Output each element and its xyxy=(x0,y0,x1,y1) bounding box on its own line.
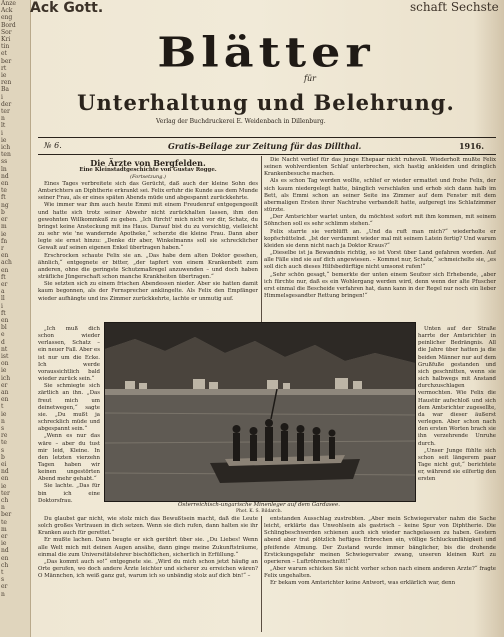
article-continuation: (Fortsetzung.) xyxy=(130,174,166,180)
edge-fragment: nd xyxy=(1,172,9,180)
photo-credit: Phot. K. S. Bildarch. xyxy=(235,509,283,514)
edge-fragment: Anze xyxy=(1,0,16,7)
masthead-fuer: für xyxy=(304,74,316,83)
edge-fragment: ie xyxy=(1,72,7,80)
edge-fragment: m xyxy=(1,525,7,533)
paragraph: Sie setzten sich zu einem frischen Abendessen nieder. Aber sie hatten damit kaum begonnen, als der Fernsprecher anklingelte. Als Felix den Empfänger wieder aufhängte und ins Zimmer zurückkehrte, lachte er unmutig auf. xyxy=(38,281,258,302)
top-clipping-right: schaft Sechste xyxy=(410,0,499,14)
edge-fragment: on xyxy=(1,360,9,368)
edge-fragment: ich xyxy=(1,144,11,152)
masthead xyxy=(36,28,496,125)
paragraph: Sie schmiegte sich zärtlich an ihn. „Das freut mich um deinetwegen,“ sagte sie. „Du mußt ja schrecklich müde und abgespannt sein.“ xyxy=(38,383,100,433)
paragraph: Du glaubst gar nicht, wie stolz mich das Bewußtsein macht, daß die Leute solch großes Vertrauen in dich setzen. Wenn sie dich rufen, dann halten sie ihr Kranken auch für gerettet.“ xyxy=(38,516,258,537)
edge-fragment: ren xyxy=(1,79,12,87)
edge-fragment: ln xyxy=(1,165,7,173)
edge-fragment: ter xyxy=(1,489,10,497)
article-subtitle: Eine Kleinstadtgeschichte von Gustav Rogge. xyxy=(79,167,217,173)
paragraph: Er bekam vom Amtsrichter keine Antwort, was erklärlich war, denn xyxy=(270,580,456,587)
edge-fragment: ie xyxy=(1,136,7,144)
edge-fragment: b xyxy=(1,453,5,461)
bottom-column-divider xyxy=(261,516,262,632)
edge-fragment: der xyxy=(1,100,12,108)
paragraph: „Das kommt auch so!“ entgegnete sie. „Wird du mich schon jetzt häufig an Orte gerufen, wo doch andere Ärzte leichter und sicherer zu erreichen wären? O Männchen, ich weiß ganz gut, warum ich so unbändig stolz auf dich bin!“ – xyxy=(38,558,258,580)
photo-caption: Österreichisch-ungarische Minenleger auf dem Gardasee. xyxy=(178,502,340,508)
edge-fragment: en xyxy=(1,316,9,324)
edge-fragment: n xyxy=(1,115,5,123)
paragraph: „Sehr schön gesagt,“ bemerkte der unten einem Seufzer sich Erhebende, „aber ich fürchte nur, daß es ein Wohlergang werden wird, denn wenn der alte Pfuscher erst einmal die Bescheide verfahren hat, dann kann in der Regel nur noch ein lieber Himmelsgesandter Rettung bringen!“ xyxy=(264,271,496,299)
edge-fragment: ch xyxy=(1,561,9,569)
paragraph: „Ich muß dich schon wieder verlassen, Schatz – ein neuer Fall. Aber es ist nur um die Ecke. Ich werde voraussichtlich bald wieder zurück sein.“ xyxy=(38,326,100,383)
publisher-line: Verlag der Buchdruckerei E. Weidenbach in Dillenburg. xyxy=(156,118,326,125)
edge-fragment: te xyxy=(1,518,7,526)
edge-fragment: ie xyxy=(1,482,7,490)
photo-minelayers xyxy=(104,322,416,502)
edge-fragment: en xyxy=(1,396,9,404)
edge-fragment: t xyxy=(1,569,4,577)
narrow-left-text xyxy=(38,326,100,510)
edge-fragment: s xyxy=(1,424,5,432)
column-divider xyxy=(261,156,262,322)
edge-fragment: ber xyxy=(1,511,12,519)
edge-fragment: bl xyxy=(1,324,7,332)
paragraph: Felix starrte sie verblüfft an. „Und da ruft man mich?“ wiederholte er kopfschüttelnd. „Ist der verdammt wieder mal mit seinem Latein fertig? Und warum kleiden sie denn nicht nach ja Doktor Kraus?“ xyxy=(264,228,496,249)
edge-fragment: an xyxy=(1,388,9,396)
previous-page-edge xyxy=(0,0,31,637)
edge-fragment: s xyxy=(1,576,5,584)
paragraph: Unten auf der Straße harrte der Amtsrichter in peinlicher Bedrängnis. All die Jahre über hatten ja die beiden Männer nur auf dem Grußfuße gestanden und sich geschnitten, wenn sie sich halbwegs mit Anstand durchzuschlagen vermochten. Wie Felix die Haustür aufschloß und sich dem Amtsrichter zugesellte, da war dieser äußerst verlegen. Aber schon nach den ersten Worten brach sie ihn verzehrende Unruhe durch. xyxy=(418,326,496,447)
masthead-title: Blätter xyxy=(157,27,375,77)
paragraph: „Dieselbe ist ja Bewandnis richtig, so ist Vorst über Land gefahren worden. Auf alle Fälle sind sie auf dich angewiesen. – Kommst nur, Schatz,“ schmeichelte sie, „es soll dich auch dieses Hilfsbedürftige nicht umsonst rufen!“ xyxy=(264,250,496,271)
edge-fragment: ter xyxy=(1,108,10,116)
edge-fragment: eng xyxy=(1,14,13,22)
masthead-subtitle: Unterhaltung und Belehrung. xyxy=(77,90,455,115)
issue-bar xyxy=(38,137,496,155)
edge-fragment: t xyxy=(1,403,4,411)
issue-number: № 6. xyxy=(44,141,62,150)
edge-fragment: Sor xyxy=(1,28,12,36)
edge-fragment: tin xyxy=(1,43,10,51)
edge-fragment: e xyxy=(1,331,5,339)
edge-fragment: ft xyxy=(1,194,6,202)
bottom-left-text xyxy=(38,516,258,632)
edge-fragment: en xyxy=(1,252,9,260)
edge-fragment: et xyxy=(1,50,7,58)
edge-fragment: ch xyxy=(1,497,9,505)
edge-fragment: ten xyxy=(1,151,11,159)
paragraph: Er mußte lachen. Dann beugte er sich gerührt über sie. „Du Liebes! Wenn alle Welt mich mit deinen Augen ansähe, dann ginge meine Zukunftsträume, einmal die zum Universitätslehrer bischöflichen, sicherlich in Erfüllung.“ xyxy=(38,537,258,558)
edge-fragment: er xyxy=(1,533,8,541)
edge-fragment: er xyxy=(1,280,8,288)
edge-fragment: Ack xyxy=(1,7,13,15)
edge-fragment: Kri xyxy=(1,36,11,44)
edge-fragment: fn xyxy=(1,237,8,245)
edge-fragment: ber xyxy=(1,57,12,65)
edge-fragment: lt xyxy=(1,122,6,130)
edge-fragment: er xyxy=(1,381,8,389)
edge-fragment: ei xyxy=(1,461,7,468)
edge-fragment: re xyxy=(1,432,8,440)
edge-fragment: ie xyxy=(1,540,7,548)
edge-fragment: nd xyxy=(1,547,9,555)
top-clipping-left: Ack Gott. xyxy=(30,0,104,16)
edge-fragment: a xyxy=(1,288,5,296)
edge-fragment: i xyxy=(1,93,3,101)
edge-fragment: ist xyxy=(1,352,9,360)
edge-fragment: n xyxy=(1,590,5,598)
narrow-right-text xyxy=(418,326,496,510)
edge-fragment: te xyxy=(1,439,7,447)
edge-fragment: s xyxy=(1,446,5,454)
paragraph: Wie immer war ihm auch heute Emmi mit einem Freudenruf entgegengeeilt und hatte sich trotz seiner Abwehr nicht zurückhalten lassen, ihm den gewohnten Willkommkuß zu geben. „Ich fürcht' mich nicht vor dir, Schatz, du bringst keine Ansteckung mit ins Haus. Darauf bist du zu vorsichtig, vielleicht zu sehr wie 'ne wandernde Apotheke,“ scherzte die kleine Frau. Dann aber legte sie ernst hinzu: „Denke dir aber, Winkelmanns soll sie schrecklicher Gewalt auf seinen eigenen Enkel übertragen haben.“ xyxy=(38,202,258,252)
paragraph: „Unser Junge fühlte sich schon seit längerem paar Tage nicht gut,“ berichtete er, während sie eilfertig den ersten xyxy=(418,447,496,483)
paragraph: „Wenn es nur das wäre – aber du tust mir leid, Kleine. In den letzten vierzehn Tagen haben wir keinen ungestörten Abend mehr gehabt.“ xyxy=(38,433,100,483)
edge-fragment: rt xyxy=(1,64,7,72)
edge-fragment: i xyxy=(1,129,3,137)
bottom-right-text xyxy=(264,516,496,632)
article-title: Die Ärzte von Bergfelden. xyxy=(90,158,206,168)
edge-fragment: n xyxy=(1,504,5,512)
edge-fragment: en xyxy=(1,266,9,274)
edge-fragment: en xyxy=(1,554,9,562)
edge-fragment: b xyxy=(1,208,5,216)
right-column-text xyxy=(264,157,496,323)
edge-fragment: ach xyxy=(1,259,12,267)
paragraph: Eines Tages verbreitete sich das Gerücht, daß auch der kleine Sohn des Amtsrichters an Diphtherie erkrankt sei. Felix erfuhr die Kunde aus dem Munde seiner Frau, als er eines späten Abends müde und abgespannt zurückkehrte. xyxy=(38,181,258,202)
edge-fragment: te xyxy=(1,187,7,195)
edge-fragment: en xyxy=(1,475,9,483)
edge-fragment: ft xyxy=(1,309,6,317)
paragraph: Erschrocken schaute Felix sie an. „Das habe dem alten Doktor gesehen, ähnlich,“ entgegnete er bitter, „der tapfert von einem Krankenbett zum anderen, ohne die geringste Schutzmaßregel anzuwenden – und doch haben sträfliche Jüngerschaft schon manche Krankheiten übertragen.“ xyxy=(38,252,258,281)
edge-fragment: ie xyxy=(1,410,7,418)
paragraph: Die Nacht verlief für das junge Ehepaar nicht ruhevoll. Wiederholt mußte Felix seinen wohlverdienten Schlaf unterbrechen, sich hastig ankleiden und dringlich Krankenbesuche machen. xyxy=(264,157,496,178)
edge-fragment: er xyxy=(1,216,8,224)
paragraph: Sie lachte. „Das für bin ich eine Doktorsfrau. xyxy=(38,483,100,504)
paragraph: entstanden Ausschlag zustrebten. „Aber mein Schwiegervater nahm die Sache leicht, erklärte das Unwohlsein als gastrisch – keine Spur von Diphtherie. Die Schlingbeschwerden schienen auch sich wieder nachgelassen zu haben. Gestern abend aber trat plötzlich heftiges Erbrechen ein, völlige Schluckunfähigkeit und pfeifende Atmung. Der Zustand wurde immer bänglicher, bis die drohende Erstickungsgefahr meinen Schwiegervater zwang, unseren kleinen Kurt zu operieren – Luftröhrenschnitt!“ xyxy=(264,516,496,565)
edge-fragment: i xyxy=(1,302,3,310)
edge-fragment: ss xyxy=(1,158,8,166)
issue-supplement-line: Gratis-Beilage zur Zeitung für das Dillthal. xyxy=(168,141,362,151)
edge-fragment: n xyxy=(1,417,5,425)
edge-fragment: ich xyxy=(1,374,11,382)
edge-fragment: ie xyxy=(1,367,7,375)
edge-fragment: en xyxy=(1,180,9,188)
edge-fragment: nd xyxy=(1,468,9,476)
edge-fragment: Bord xyxy=(1,21,16,29)
edge-fragment: m xyxy=(1,223,7,231)
paragraph: Als es schon Tag werden wollte, schlief er wieder ermattet und frohe Felix, der sich kaum niedergelegt hatte, bänglich verschlafen und erhob sich dann halb im Bett, als Emmi schon an seiner Seite ins Zimmer auf dem Fenster mit dem abermaligen Ersten ihrer Nachtruhe verbandelt hatte, aufgeregt ins Schlafzimmer stürzte. xyxy=(264,178,496,214)
edge-fragment: Ba xyxy=(1,86,9,94)
paragraph: „Aber warum schicken Sie nicht vorher schon nach einem anderen Arzte?“ fragte Felix ungehalten. xyxy=(264,566,496,580)
edge-fragment: nt xyxy=(1,345,8,353)
edge-fragment: r xyxy=(1,244,4,252)
edge-fragment: d xyxy=(1,338,5,346)
edge-fragment: ie xyxy=(1,230,7,238)
edge-fragment: ll xyxy=(1,295,5,303)
edge-fragment: er xyxy=(1,583,8,591)
left-column-text xyxy=(38,181,258,326)
issue-year: 1916. xyxy=(458,141,484,151)
paragraph: „Der Amtsrichter wartet unten, du möchtest sofort mit ihm kommen, mit seinem Söhnchen soll es sehr schlimm stehen.“ xyxy=(264,214,496,228)
edge-fragment: ng xyxy=(1,201,9,209)
edge-fragment: ft xyxy=(1,273,6,281)
